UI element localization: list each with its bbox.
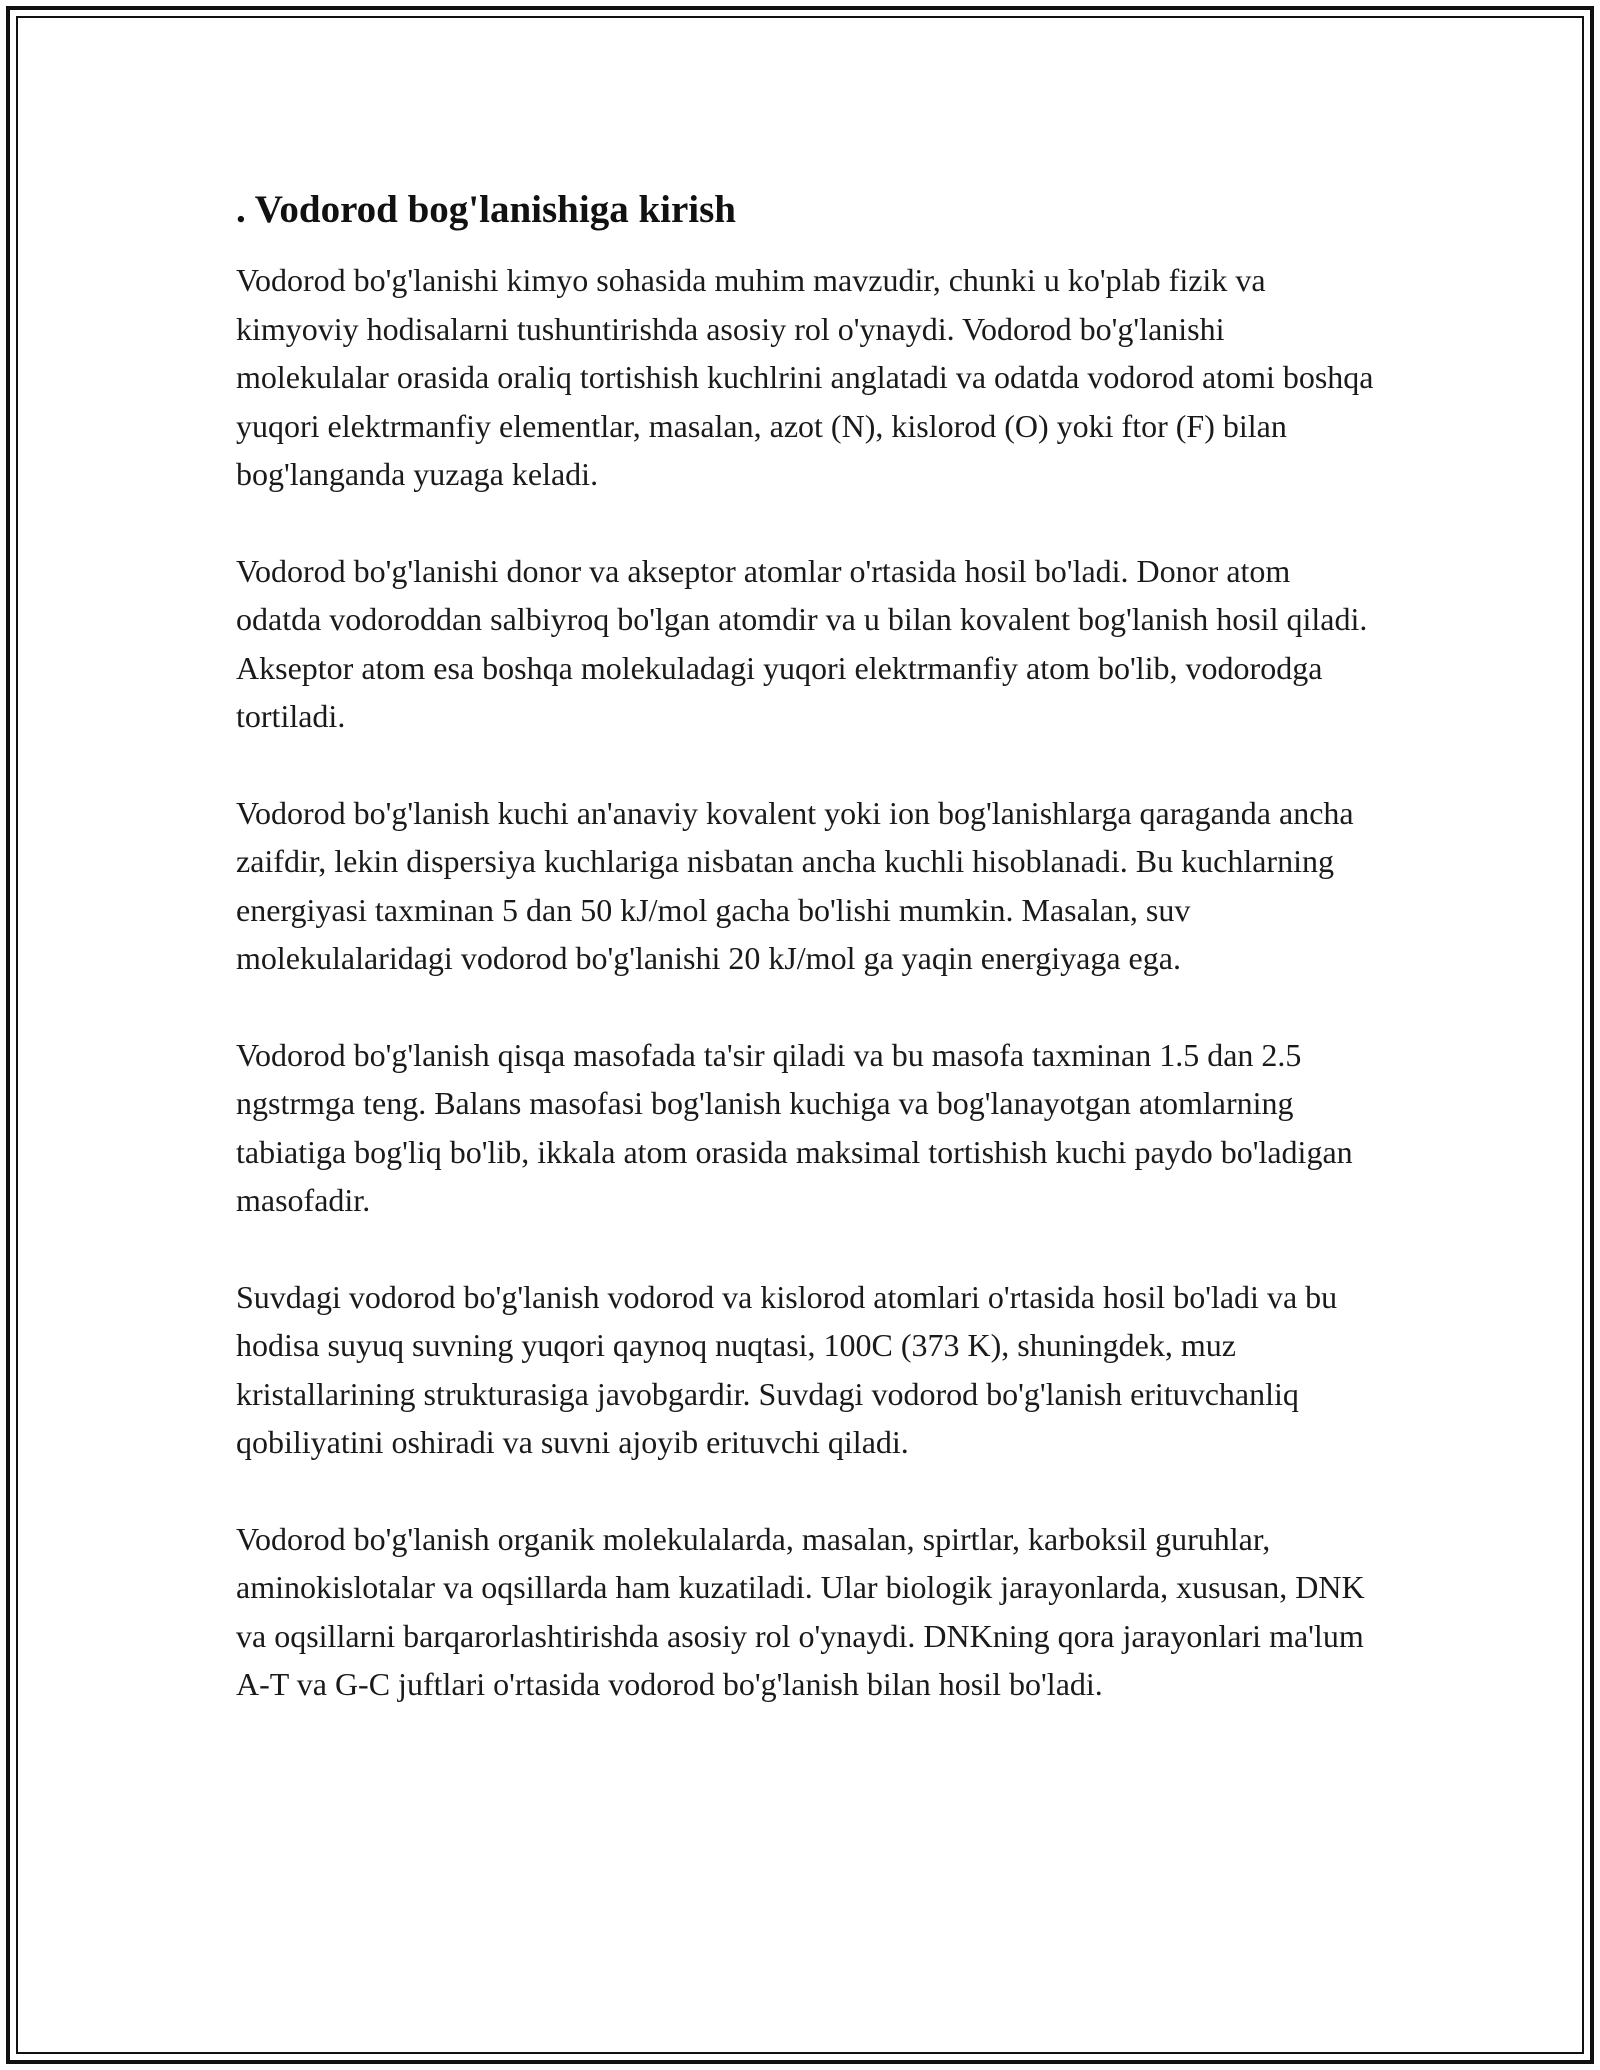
document-body [236, 186, 1376, 1757]
paragraph-1: Vodorod bo'g'lanishi kimyo sohasida muhim mavzudir, chunki u ko'plab fizik va kimyoviy hodisalarni tushuntirishda asosiy rol o'ynaydi. Vodorod bo'g'lanishi molekulalar orasida oraliq tortishish kuchlrini anglatadi va odatda vodorod atomi boshqa yuqori elektrmanfiy elementlar, masalan, azot (N), kislorod (O) yoki ftor (F) bilan bog'langanda yuzaga keladi. [236, 262, 1374, 492]
paragraph-list [236, 256, 1376, 1709]
paragraph-2: Vodorod bo'g'lanishi donor va akseptor atomlar o'rtasida hosil bo'ladi. Donor atom odatda vodoroddan salbiyroq bo'lgan atomdir va u bilan kovalent bog'lanish hosil qiladi. Akseptor atom esa boshqa molekuladagi yuqori elektrmanfiy atom bo'lib, vodorodga tortiladi. [236, 552, 1368, 734]
paragraph-4: Vodorod bo'g'lanish qisqa masofada ta'sir qiladi va bu masofa taxminan 1.5 dan 2.5 ngstrmga teng. Balans masofasi bog'lanish kuchiga va bog'lanayotgan atomlarning tabiatiga bog'liq bo'lib, ikkala atom orasida maksimal tortishish kuchi paydo bo'ladigan masofadir. [236, 1036, 1353, 1218]
document-title: . Vodorod bog'lanishiga kirish [236, 188, 736, 231]
paragraph-6: Vodorod bo'g'lanish organik molekulalarda, masalan, spirtlar, karboksil guruhlar, aminokislotalar va oqsillarda ham kuzatiladi. Ular biologik jarayonlarda, xususan, DNK va oqsillarni barqarorlashtirishda asosiy rol o'ynaydi. DNKning qora jarayonlari ma'lum A-T va G-C juftlari o'rtasida vodorod bo'g'lanish bilan hosil bo'ladi. [236, 1520, 1365, 1702]
paragraph-3: Vodorod bo'g'lanish kuchi an'anaviy kovalent yoki ion bog'lanishlarga qaraganda ancha zaifdir, lekin dispersiya kuchlariga nisbatan ancha kuchli hisoblanadi. Bu kuchlarning energiyasi taxminan 5 dan 50 kJ/mol gacha bo'lishi mumkin. Masalan, suv molekulalaridagi vodorod bo'g'lanishi 20 kJ/mol ga yaqin energiyaga ega. [236, 794, 1354, 976]
paragraph-5: Suvdagi vodorod bo'g'lanish vodorod va kislorod atomlari o'rtasida hosil bo'ladi va bu hodisa suyuq suvning yuqori qaynoq nuqtasi, 100C (373 K), shuningdek, muz kristallarining strukturasiga javobgardir. Suvdagi vodorod bo'g'lanish erituvchanliq qobiliyatini oshiradi va suvni ajoyib erituvchi qiladi. [236, 1278, 1338, 1460]
